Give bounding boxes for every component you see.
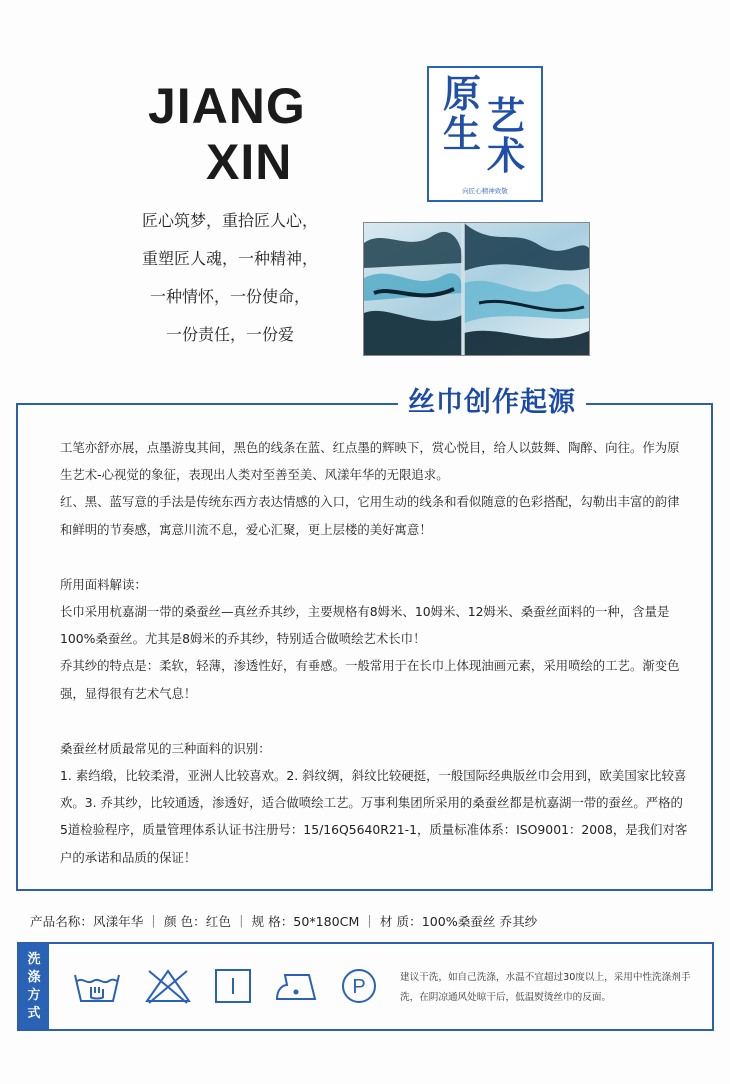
stamp-char: 原 bbox=[443, 71, 482, 116]
care-label bbox=[19, 944, 49, 1029]
brand-line-1: JIANG bbox=[148, 78, 306, 134]
scarf-artwork-image bbox=[363, 222, 590, 356]
dry-clean-letter: P bbox=[352, 976, 366, 998]
hand-wash-icon bbox=[71, 967, 123, 1005]
paragraph-gap bbox=[60, 543, 690, 571]
poem-line: 匠心筑梦，重拾匠人心， bbox=[141, 211, 318, 230]
paragraph-gap bbox=[60, 707, 690, 735]
care-icons bbox=[71, 967, 379, 1005]
care-label-char: 洗 bbox=[27, 951, 41, 967]
care-label-char: 式 bbox=[27, 1005, 41, 1021]
story-body bbox=[60, 434, 690, 871]
stamp-char: 生 bbox=[443, 111, 482, 156]
original-art-stamp bbox=[427, 66, 543, 202]
care-label-char: 涤 bbox=[27, 969, 41, 985]
paragraph: 桑蚕丝材质最常见的三种面料的识别： bbox=[60, 740, 271, 756]
line-dry-icon bbox=[213, 967, 253, 1005]
section-title: 丝巾创作起源 bbox=[398, 380, 586, 419]
low-iron-icon bbox=[273, 967, 319, 1005]
poem bbox=[110, 202, 350, 354]
product-spec-line: 产品名称：风漾年华 ｜ 颜 色：红色 ｜ 规 格：50*180CM ｜ 材 质：100%桑蚕丝 乔其纱 bbox=[30, 914, 538, 929]
stamp-char: 术 bbox=[487, 133, 526, 178]
paragraph: 红、黑、蓝写意的手法是传统东西方表达情感的入口，它用生动的线条和看似随意的色彩搭配，勾勒出丰富的韵律和鲜明的节奏感，寓意川流不息，爱心汇聚，更上层楼的美好寓意！ bbox=[60, 494, 680, 537]
paragraph: 1. 素绉缎，比较柔滑，亚洲人比较喜欢。2. 斜纹绸，斜纹比较硬挺，一般国际经典版丝巾会用到，欧美国家比较喜欢。3. 乔其纱，比较通透，渗透好，适合做喷绘工艺。万事利集团所采用的桑蚕丝都是杭嘉湖一带的蚕丝。严格的5道检验程序，质量管理体系认证书注册号：15/16Q5640R21-1，质量标准体系：ISO9001：2008，是我们对客户的承诺和品质的保证！ bbox=[60, 768, 688, 865]
scarf-artwork-graphic bbox=[364, 223, 589, 355]
paragraph: 工笔亦舒亦展，点墨游曳其间，黑色的线条在蓝、红点墨的辉映下，赏心悦目，给人以鼓舞、陶醉、向往。作为原生艺术-心视觉的象征，表现出人类对至善至美、风漾年华的无限追求。 bbox=[60, 440, 680, 483]
brand-line-2: XIN bbox=[206, 134, 293, 190]
dry-clean-p-icon bbox=[339, 967, 379, 1005]
poem-line: 一种情怀，一份使命， bbox=[149, 287, 310, 306]
poem-line: 一份责任，一份爱 bbox=[165, 325, 294, 344]
paragraph: 乔其纱的特点是：柔软，轻薄，渗透性好，有垂感。一般常用于在长巾上体现油画元素，采用喷绘的工艺。渐变色强，显得很有艺术气息！ bbox=[60, 658, 680, 701]
poem-line: 重塑匠人魂，一种精神， bbox=[141, 249, 318, 268]
care-text: 建议干洗，如自己洗涤，水温不宜超过30度以上，采用中性洗涤剂手洗，在阴凉通风处晾干后，低温熨烫丝巾的反面。 bbox=[400, 972, 691, 1003]
paragraph: 长巾采用杭嘉湖一带的桑蚕丝—真丝乔其纱，主要规格有8姆米、10姆米、12姆米、桑蚕丝面料的一种，含量是100%桑蚕丝。尤其是8姆米的乔其纱，特别适合做喷绘艺术长巾！ bbox=[60, 604, 670, 647]
brand-logo bbox=[148, 78, 306, 190]
care-instructions bbox=[17, 942, 714, 1031]
stamp-subtitle: 向匠心精神致敬 bbox=[462, 187, 508, 195]
no-bleach-icon bbox=[143, 967, 193, 1005]
stamp-char: 艺 bbox=[487, 93, 526, 138]
paragraph: 所用面料解读： bbox=[60, 576, 147, 592]
care-label-char: 方 bbox=[27, 987, 41, 1003]
